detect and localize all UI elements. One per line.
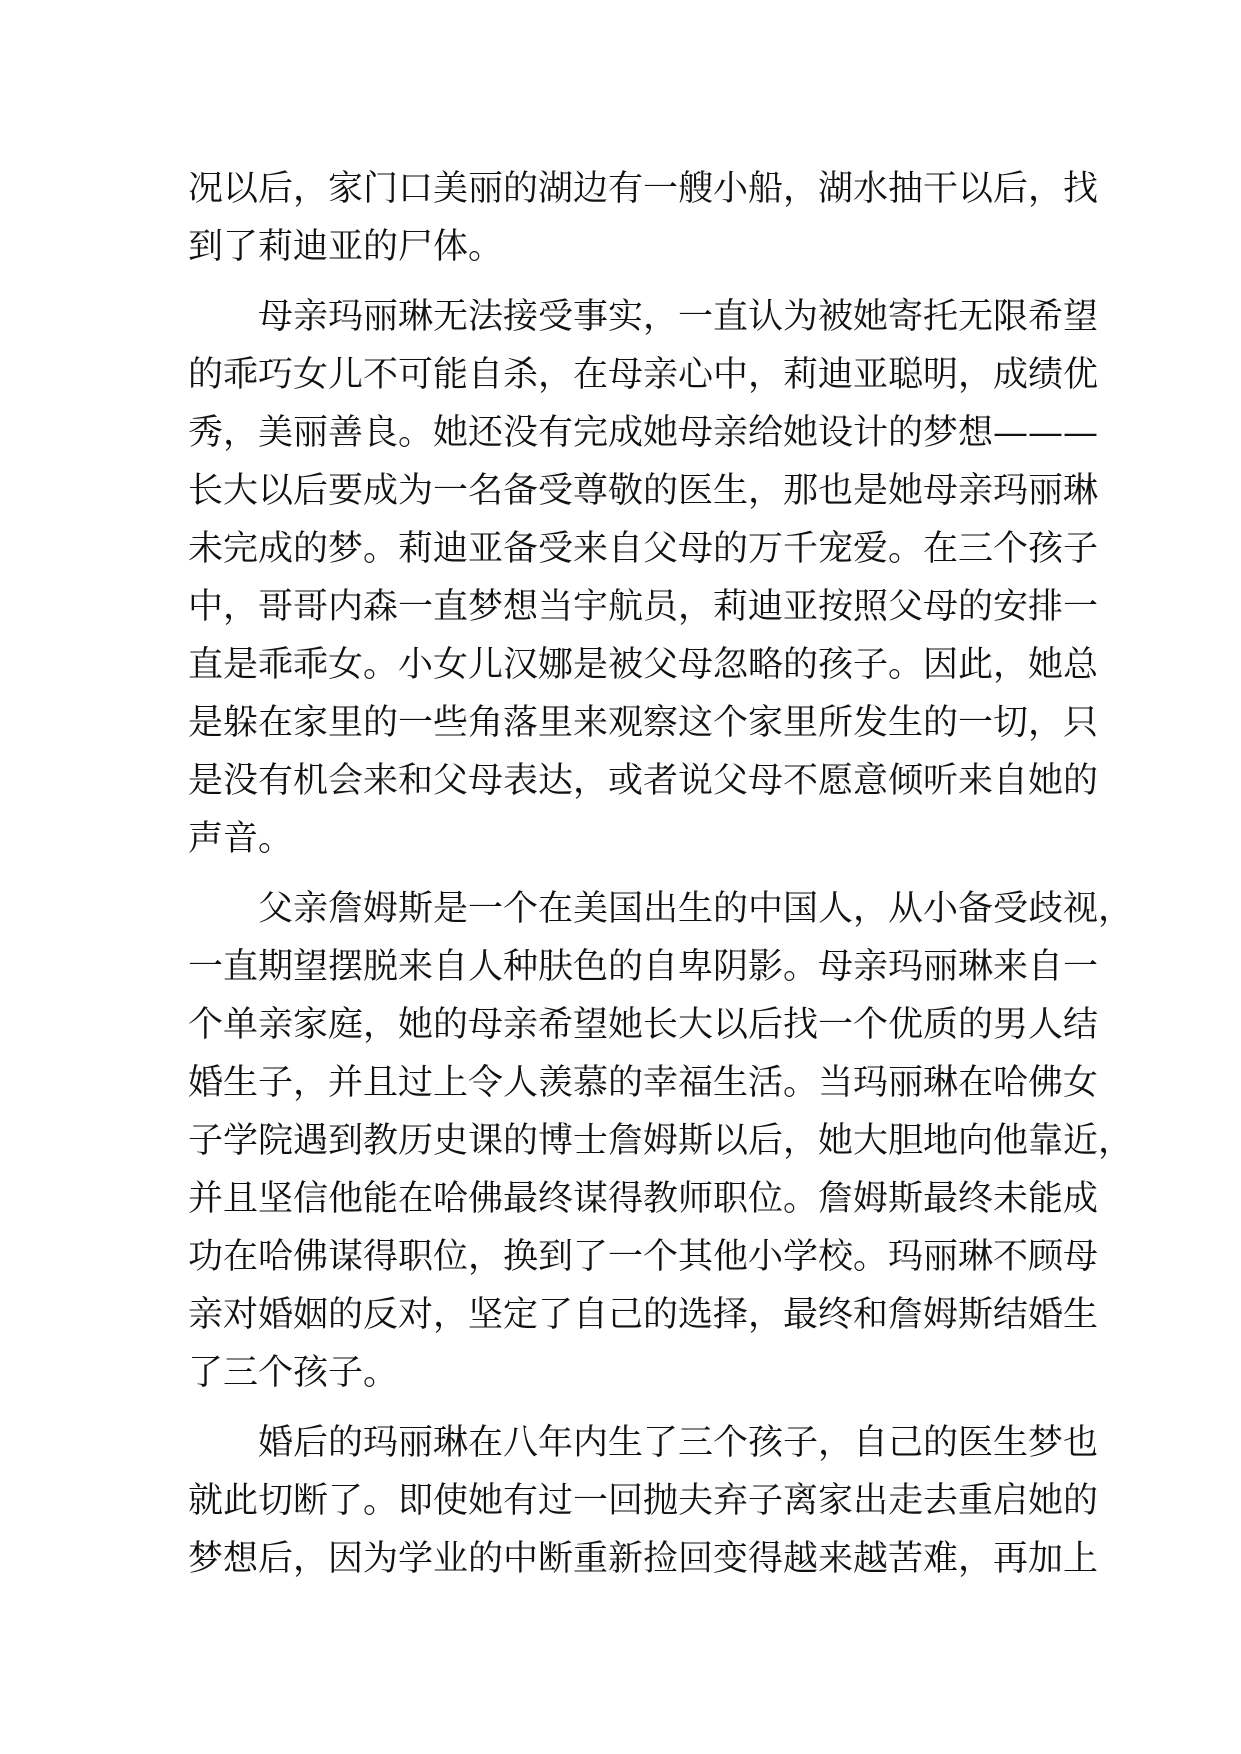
text-line: 一直期望摆脱来自人种肤色的自卑阴影。母亲玛丽琳来自一 [188,947,1099,987]
text-line: 就此切断了。即使她有过一回抛夫弃子离家出走去重启她的 [188,1481,1099,1521]
text-line: 并且坚信他能在哈佛最终谋得教师职位。詹姆斯最终未能成 [188,1179,1099,1219]
paragraph [188,288,1099,868]
text-line: 个单亲家庭，她的母亲希望她长大以后找一个优质的男人结 [188,1005,1099,1045]
text-line: 婚后的玛丽琳在八年内生了三个孩子，自己的医生梦也 [258,1423,1099,1463]
paragraph [188,1414,1099,1588]
text-line: 梦想后，因为学业的中断重新捡回变得越来越苦难，再加上 [188,1539,1099,1579]
text-line: 的乖巧女儿不可能自杀，在母亲心中，莉迪亚聪明，成绩优 [188,355,1099,395]
paragraph [188,880,1134,1402]
text-line: 子学院遇到教历史课的博士詹姆斯以后，她大胆地向他靠近， [188,1121,1134,1161]
text-line: 母亲玛丽琳无法接受事实，一直认为被她寄托无限希望 [258,297,1099,337]
paragraph [188,160,1099,276]
text-line: 中，哥哥内森一直梦想当宇航员，莉迪亚按照父母的安排一 [188,587,1099,627]
text-line: 婚生子，并且过上令人羡慕的幸福生活。当玛丽琳在哈佛女 [188,1063,1099,1103]
text-line: 况以后，家门口美丽的湖边有一艘小船，湖水抽干以后，找 [188,169,1099,209]
text-line: 秀，美丽善良。她还没有完成她母亲给她设计的梦想——— [188,413,1099,453]
text-line: 长大以后要成为一名备受尊敬的医生，那也是她母亲玛丽琳 [188,471,1099,511]
text-line: 是躲在家里的一些角落里来观察这个家里所发生的一切，只 [188,703,1099,743]
text-line: 了三个孩子。 [188,1353,399,1393]
text-line: 直是乖乖女。小女儿汉娜是被父母忽略的孩子。因此，她总 [188,645,1099,685]
body-text [188,160,1134,1588]
text-line: 未完成的梦。莉迪亚备受来自父母的万千宠爱。在三个孩子 [188,529,1099,569]
text-line: 是没有机会来和父母表达，或者说父母不愿意倾听来自她的 [188,761,1099,801]
text-line: 父亲詹姆斯是一个在美国出生的中国人，从小备受歧视， [258,889,1134,929]
text-line: 亲对婚姻的反对，坚定了自己的选择，最终和詹姆斯结婚生 [188,1295,1099,1335]
text-line: 功在哈佛谋得职位，换到了一个其他小学校。玛丽琳不顾母 [188,1237,1099,1277]
text-line: 声音。 [188,819,294,859]
text-line: 到了莉迪亚的尸体。 [188,227,504,267]
